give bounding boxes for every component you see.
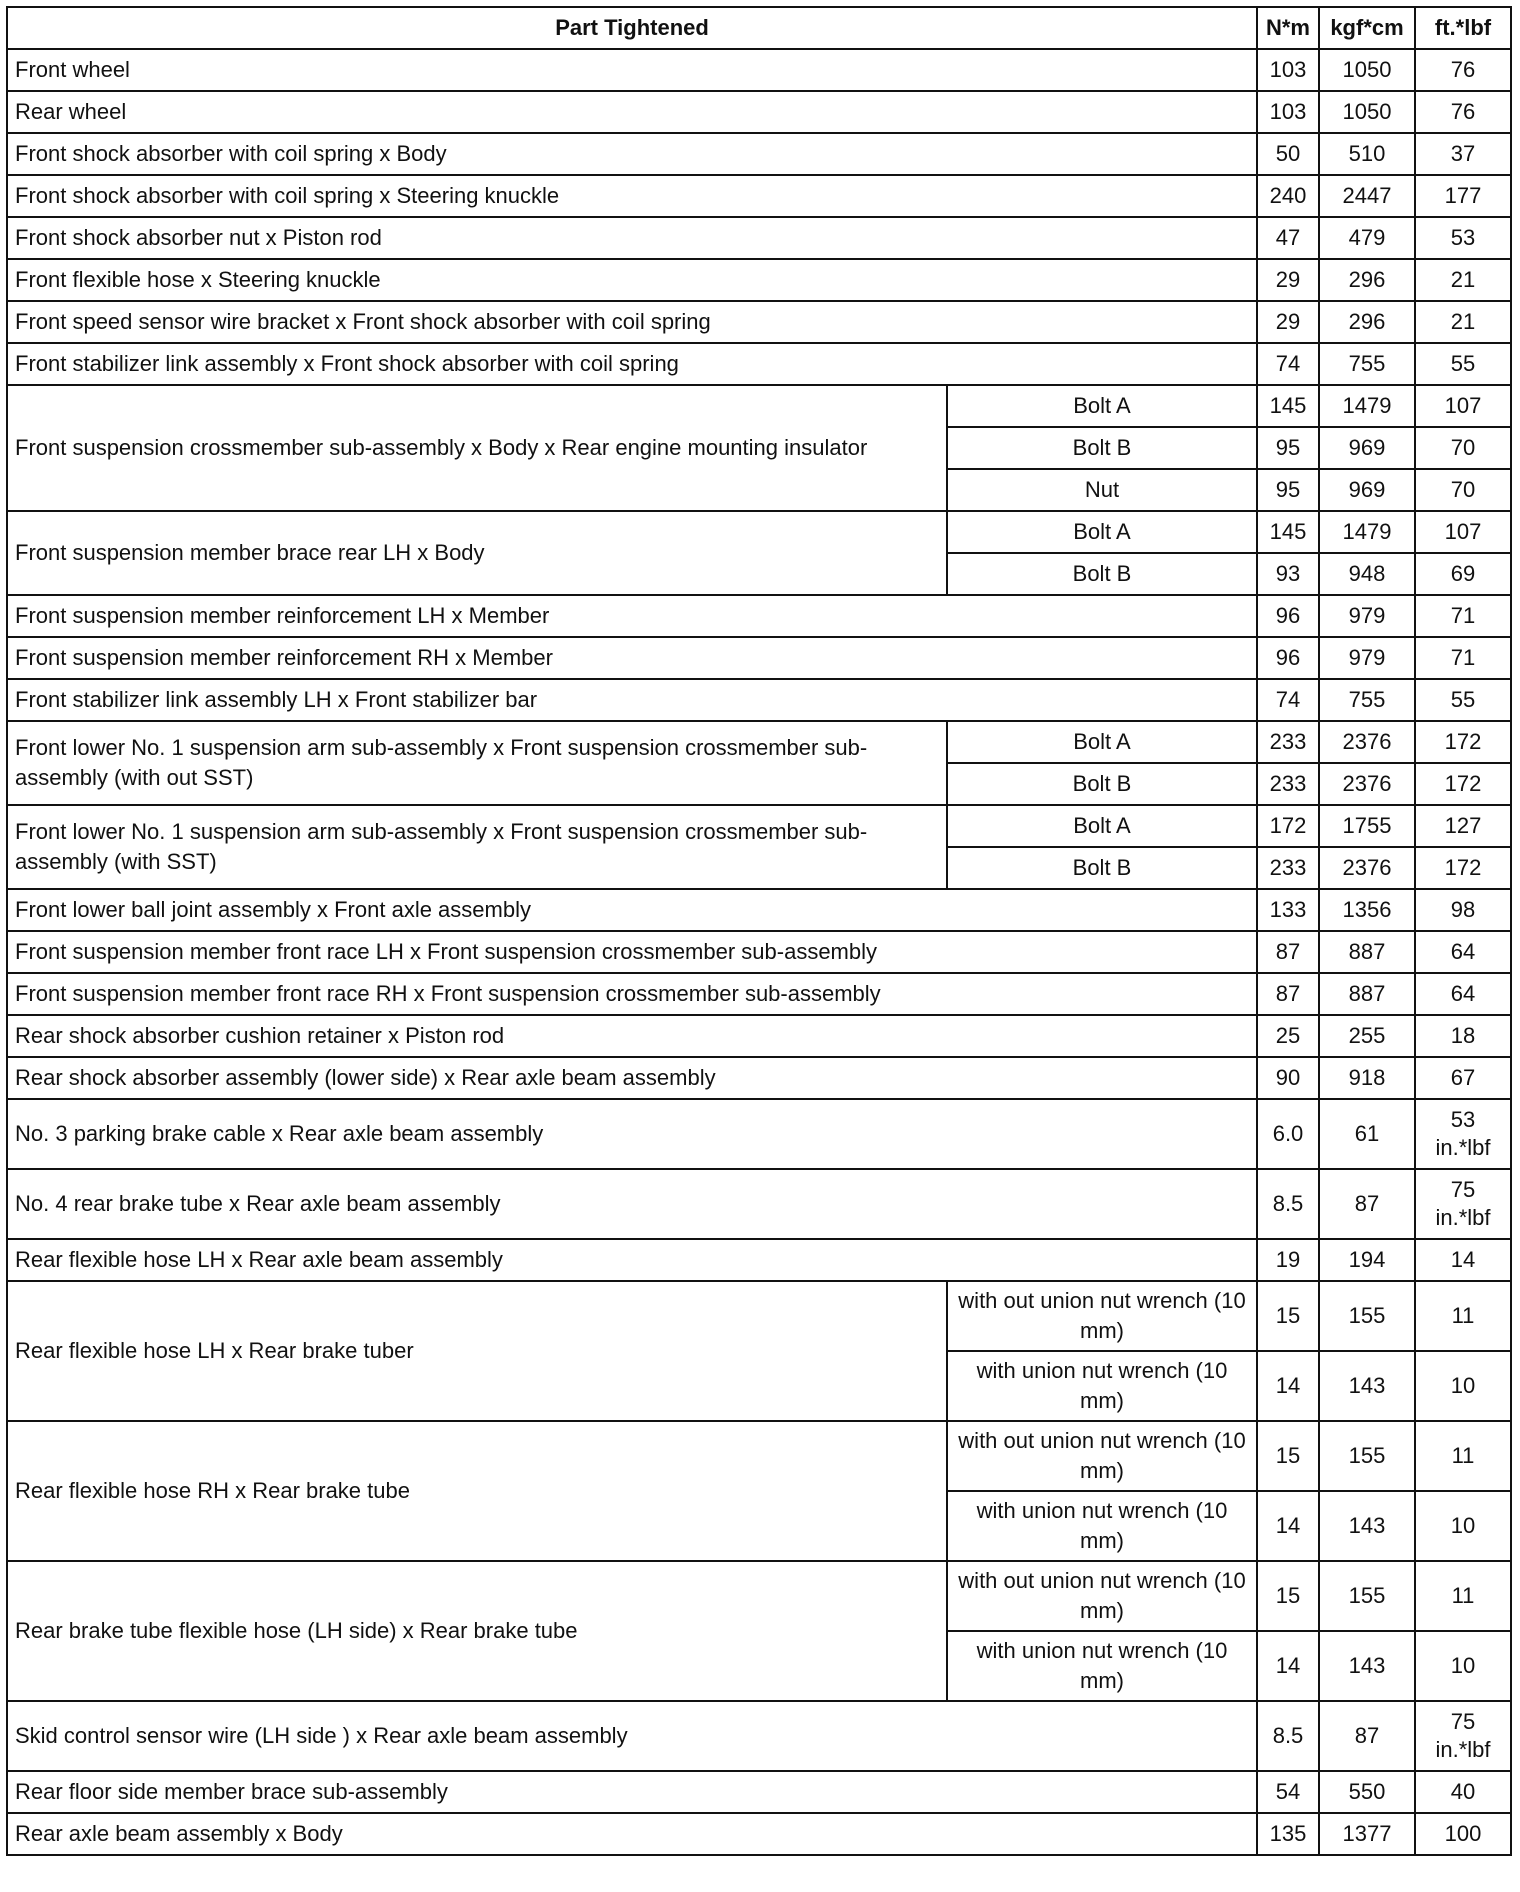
ft-lbf-cell: 11 xyxy=(1415,1421,1511,1491)
ft-lbf-cell: 69 xyxy=(1415,553,1511,595)
header-nm: N*m xyxy=(1257,7,1319,49)
part-tightened-cell: Front flexible hose x Steering knuckle xyxy=(7,259,1257,301)
nm-cell: 14 xyxy=(1257,1491,1319,1561)
table-row xyxy=(7,133,1511,175)
kgf-cm-cell: 969 xyxy=(1319,469,1415,511)
table-row xyxy=(7,1099,1511,1169)
table-row xyxy=(7,1015,1511,1057)
part-tightened-cell: Front shock absorber with coil spring x Steering knuckle xyxy=(7,175,1257,217)
nm-cell: 14 xyxy=(1257,1351,1319,1421)
table-row xyxy=(7,175,1511,217)
header-ft-lbf: ft.*lbf xyxy=(1415,7,1511,49)
part-tightened-cell: Front wheel xyxy=(7,49,1257,91)
ft-lbf-cell: 67 xyxy=(1415,1057,1511,1099)
kgf-cm-cell: 550 xyxy=(1319,1771,1415,1813)
fastener-condition-cell: with out union nut wrench (10 mm) xyxy=(947,1421,1257,1491)
kgf-cm-cell: 296 xyxy=(1319,259,1415,301)
ft-lbf-cell: 55 xyxy=(1415,679,1511,721)
nm-cell: 95 xyxy=(1257,469,1319,511)
ft-lbf-cell: 55 xyxy=(1415,343,1511,385)
ft-lbf-cell: 71 xyxy=(1415,637,1511,679)
part-tightened-cell: Front speed sensor wire bracket x Front shock absorber with coil spring xyxy=(7,301,1257,343)
kgf-cm-cell: 948 xyxy=(1319,553,1415,595)
nm-cell: 8.5 xyxy=(1257,1701,1319,1771)
part-tightened-cell: Rear flexible hose RH x Rear brake tube xyxy=(7,1421,947,1561)
ft-lbf-cell: 21 xyxy=(1415,259,1511,301)
kgf-cm-cell: 87 xyxy=(1319,1701,1415,1771)
ft-lbf-unit: in.*lbf xyxy=(1435,1737,1491,1762)
kgf-cm-cell: 296 xyxy=(1319,301,1415,343)
nm-cell: 29 xyxy=(1257,259,1319,301)
part-tightened-cell: No. 4 rear brake tube x Rear axle beam assembly xyxy=(7,1169,1257,1239)
part-tightened-cell: Front suspension member reinforcement LH x Member xyxy=(7,595,1257,637)
part-tightened-cell: Front suspension crossmember sub-assembly x Body x Rear engine mounting insulator xyxy=(7,385,947,511)
table-row xyxy=(7,1239,1511,1281)
nm-cell: 96 xyxy=(1257,637,1319,679)
ft-lbf-cell: 11 xyxy=(1415,1561,1511,1631)
nm-cell: 14 xyxy=(1257,1631,1319,1701)
ft-lbf-cell: 64 xyxy=(1415,931,1511,973)
kgf-cm-cell: 887 xyxy=(1319,931,1415,973)
kgf-cm-cell: 1377 xyxy=(1319,1813,1415,1855)
fastener-condition-cell: with union nut wrench (10 mm) xyxy=(947,1351,1257,1421)
part-tightened-cell: Rear flexible hose LH x Rear brake tuber xyxy=(7,1281,947,1421)
table-row xyxy=(7,49,1511,91)
table-row xyxy=(7,1057,1511,1099)
header-kgf-cm: kgf*cm xyxy=(1319,7,1415,49)
ft-lbf-cell: 100 xyxy=(1415,1813,1511,1855)
nm-cell: 74 xyxy=(1257,343,1319,385)
fastener-condition-cell: Bolt B xyxy=(947,847,1257,889)
part-tightened-cell: Front lower No. 1 suspension arm sub-assembly x Front suspension crossmember sub-assembly (with out SST) xyxy=(7,721,947,805)
ft-lbf-cell: 107 xyxy=(1415,385,1511,427)
nm-cell: 172 xyxy=(1257,805,1319,847)
ft-lbf-cell: 76 xyxy=(1415,49,1511,91)
part-tightened-cell: Rear axle beam assembly x Body xyxy=(7,1813,1257,1855)
ft-lbf-cell: 172 xyxy=(1415,721,1511,763)
fastener-condition-cell: Bolt B xyxy=(947,553,1257,595)
table-row xyxy=(7,343,1511,385)
kgf-cm-cell: 87 xyxy=(1319,1169,1415,1239)
kgf-cm-cell: 143 xyxy=(1319,1351,1415,1421)
part-tightened-cell: Front suspension member reinforcement RH x Member xyxy=(7,637,1257,679)
table-row xyxy=(7,511,1511,553)
ft-lbf-cell xyxy=(1415,1701,1511,1771)
fastener-condition-cell: Nut xyxy=(947,469,1257,511)
header-part-tightened: Part Tightened xyxy=(7,7,1257,49)
part-tightened-cell: Skid control sensor wire (LH side ) x Rear axle beam assembly xyxy=(7,1701,1257,1771)
nm-cell: 103 xyxy=(1257,91,1319,133)
torque-table xyxy=(6,6,1512,1856)
part-tightened-cell: Front stabilizer link assembly LH x Front stabilizer bar xyxy=(7,679,1257,721)
kgf-cm-cell: 479 xyxy=(1319,217,1415,259)
kgf-cm-cell: 979 xyxy=(1319,637,1415,679)
fastener-condition-cell: Bolt A xyxy=(947,805,1257,847)
kgf-cm-cell: 2376 xyxy=(1319,721,1415,763)
part-tightened-cell: Front suspension member front race LH x Front suspension crossmember sub-assembly xyxy=(7,931,1257,973)
part-tightened-cell: Rear floor side member brace sub-assembly xyxy=(7,1771,1257,1813)
table-row xyxy=(7,1281,1511,1351)
ft-lbf-value: 75 xyxy=(1450,1177,1476,1202)
table-row xyxy=(7,973,1511,1015)
part-tightened-cell: Rear shock absorber assembly (lower side) x Rear axle beam assembly xyxy=(7,1057,1257,1099)
kgf-cm-cell: 155 xyxy=(1319,1561,1415,1631)
fastener-condition-cell: Bolt B xyxy=(947,763,1257,805)
fastener-condition-cell: with out union nut wrench (10 mm) xyxy=(947,1561,1257,1631)
kgf-cm-cell: 2447 xyxy=(1319,175,1415,217)
part-tightened-cell: Rear shock absorber cushion retainer x Piston rod xyxy=(7,1015,1257,1057)
table-row xyxy=(7,1771,1511,1813)
kgf-cm-cell: 1755 xyxy=(1319,805,1415,847)
nm-cell: 8.5 xyxy=(1257,1169,1319,1239)
kgf-cm-cell: 2376 xyxy=(1319,763,1415,805)
ft-lbf-cell: 11 xyxy=(1415,1281,1511,1351)
ft-lbf-cell: 37 xyxy=(1415,133,1511,175)
nm-cell: 93 xyxy=(1257,553,1319,595)
nm-cell: 54 xyxy=(1257,1771,1319,1813)
nm-cell: 233 xyxy=(1257,763,1319,805)
fastener-condition-cell: with union nut wrench (10 mm) xyxy=(947,1491,1257,1561)
part-tightened-cell: Front shock absorber with coil spring x Body xyxy=(7,133,1257,175)
ft-lbf-value: 75 xyxy=(1450,1709,1476,1734)
table-row xyxy=(7,931,1511,973)
kgf-cm-cell: 155 xyxy=(1319,1421,1415,1491)
nm-cell: 6.0 xyxy=(1257,1099,1319,1169)
ft-lbf-cell: 76 xyxy=(1415,91,1511,133)
kgf-cm-cell: 255 xyxy=(1319,1015,1415,1057)
kgf-cm-cell: 2376 xyxy=(1319,847,1415,889)
ft-lbf-cell: 70 xyxy=(1415,427,1511,469)
kgf-cm-cell: 155 xyxy=(1319,1281,1415,1351)
ft-lbf-cell: 127 xyxy=(1415,805,1511,847)
nm-cell: 145 xyxy=(1257,385,1319,427)
table-row xyxy=(7,91,1511,133)
nm-cell: 135 xyxy=(1257,1813,1319,1855)
ft-lbf-cell: 172 xyxy=(1415,763,1511,805)
table-row xyxy=(7,259,1511,301)
table-body xyxy=(7,49,1511,1855)
kgf-cm-cell: 1050 xyxy=(1319,49,1415,91)
ft-lbf-cell: 18 xyxy=(1415,1015,1511,1057)
kgf-cm-cell: 1479 xyxy=(1319,511,1415,553)
fastener-condition-cell: with union nut wrench (10 mm) xyxy=(947,1631,1257,1701)
kgf-cm-cell: 755 xyxy=(1319,343,1415,385)
nm-cell: 133 xyxy=(1257,889,1319,931)
fastener-condition-cell: Bolt A xyxy=(947,721,1257,763)
nm-cell: 15 xyxy=(1257,1421,1319,1491)
part-tightened-cell: Front stabilizer link assembly x Front shock absorber with coil spring xyxy=(7,343,1257,385)
kgf-cm-cell: 1356 xyxy=(1319,889,1415,931)
ft-lbf-cell: 172 xyxy=(1415,847,1511,889)
kgf-cm-cell: 887 xyxy=(1319,973,1415,1015)
nm-cell: 240 xyxy=(1257,175,1319,217)
part-tightened-cell: Rear brake tube flexible hose (LH side) x Rear brake tube xyxy=(7,1561,947,1701)
table-row xyxy=(7,679,1511,721)
nm-cell: 145 xyxy=(1257,511,1319,553)
ft-lbf-cell: 70 xyxy=(1415,469,1511,511)
table-row xyxy=(7,385,1511,427)
table-row xyxy=(7,805,1511,847)
table-row xyxy=(7,1701,1511,1771)
table-row xyxy=(7,637,1511,679)
ft-lbf-cell: 10 xyxy=(1415,1631,1511,1701)
table-row xyxy=(7,721,1511,763)
ft-lbf-cell: 71 xyxy=(1415,595,1511,637)
nm-cell: 47 xyxy=(1257,217,1319,259)
fastener-condition-cell: Bolt A xyxy=(947,385,1257,427)
kgf-cm-cell: 194 xyxy=(1319,1239,1415,1281)
part-tightened-cell: Front lower No. 1 suspension arm sub-assembly x Front suspension crossmember sub-assembly (with SST) xyxy=(7,805,947,889)
kgf-cm-cell: 61 xyxy=(1319,1099,1415,1169)
kgf-cm-cell: 918 xyxy=(1319,1057,1415,1099)
nm-cell: 103 xyxy=(1257,49,1319,91)
kgf-cm-cell: 969 xyxy=(1319,427,1415,469)
ft-lbf-cell: 177 xyxy=(1415,175,1511,217)
table-row xyxy=(7,595,1511,637)
nm-cell: 19 xyxy=(1257,1239,1319,1281)
nm-cell: 233 xyxy=(1257,847,1319,889)
table-row xyxy=(7,217,1511,259)
nm-cell: 15 xyxy=(1257,1281,1319,1351)
nm-cell: 90 xyxy=(1257,1057,1319,1099)
ft-lbf-cell: 21 xyxy=(1415,301,1511,343)
table-row xyxy=(7,1421,1511,1491)
ft-lbf-unit: in.*lbf xyxy=(1435,1205,1491,1230)
ft-lbf-cell: 98 xyxy=(1415,889,1511,931)
ft-lbf-cell xyxy=(1415,1099,1511,1169)
part-tightened-cell: Front shock absorber nut x Piston rod xyxy=(7,217,1257,259)
kgf-cm-cell: 143 xyxy=(1319,1631,1415,1701)
table-row xyxy=(7,1561,1511,1631)
ft-lbf-value: 53 xyxy=(1450,1107,1476,1132)
table-row xyxy=(7,1169,1511,1239)
ft-lbf-cell: 53 xyxy=(1415,217,1511,259)
ft-lbf-cell: 107 xyxy=(1415,511,1511,553)
nm-cell: 95 xyxy=(1257,427,1319,469)
ft-lbf-cell: 10 xyxy=(1415,1491,1511,1561)
kgf-cm-cell: 143 xyxy=(1319,1491,1415,1561)
kgf-cm-cell: 979 xyxy=(1319,595,1415,637)
kgf-cm-cell: 1050 xyxy=(1319,91,1415,133)
nm-cell: 233 xyxy=(1257,721,1319,763)
table-row xyxy=(7,889,1511,931)
ft-lbf-unit: in.*lbf xyxy=(1435,1135,1491,1160)
ft-lbf-cell xyxy=(1415,1169,1511,1239)
ft-lbf-cell: 40 xyxy=(1415,1771,1511,1813)
kgf-cm-cell: 510 xyxy=(1319,133,1415,175)
nm-cell: 87 xyxy=(1257,931,1319,973)
nm-cell: 87 xyxy=(1257,973,1319,1015)
table-row xyxy=(7,301,1511,343)
part-tightened-cell: Rear wheel xyxy=(7,91,1257,133)
nm-cell: 15 xyxy=(1257,1561,1319,1631)
table-header-row xyxy=(7,7,1511,49)
nm-cell: 25 xyxy=(1257,1015,1319,1057)
part-tightened-cell: No. 3 parking brake cable x Rear axle beam assembly xyxy=(7,1099,1257,1169)
ft-lbf-cell: 10 xyxy=(1415,1351,1511,1421)
ft-lbf-cell: 14 xyxy=(1415,1239,1511,1281)
nm-cell: 29 xyxy=(1257,301,1319,343)
nm-cell: 74 xyxy=(1257,679,1319,721)
part-tightened-cell: Front suspension member front race RH x Front suspension crossmember sub-assembly xyxy=(7,973,1257,1015)
part-tightened-cell: Front lower ball joint assembly x Front axle assembly xyxy=(7,889,1257,931)
kgf-cm-cell: 1479 xyxy=(1319,385,1415,427)
part-tightened-cell: Front suspension member brace rear LH x Body xyxy=(7,511,947,595)
fastener-condition-cell: Bolt B xyxy=(947,427,1257,469)
nm-cell: 50 xyxy=(1257,133,1319,175)
ft-lbf-cell: 64 xyxy=(1415,973,1511,1015)
fastener-condition-cell: Bolt A xyxy=(947,511,1257,553)
table-row xyxy=(7,1813,1511,1855)
part-tightened-cell: Rear flexible hose LH x Rear axle beam assembly xyxy=(7,1239,1257,1281)
kgf-cm-cell: 755 xyxy=(1319,679,1415,721)
nm-cell: 96 xyxy=(1257,595,1319,637)
fastener-condition-cell: with out union nut wrench (10 mm) xyxy=(947,1281,1257,1351)
